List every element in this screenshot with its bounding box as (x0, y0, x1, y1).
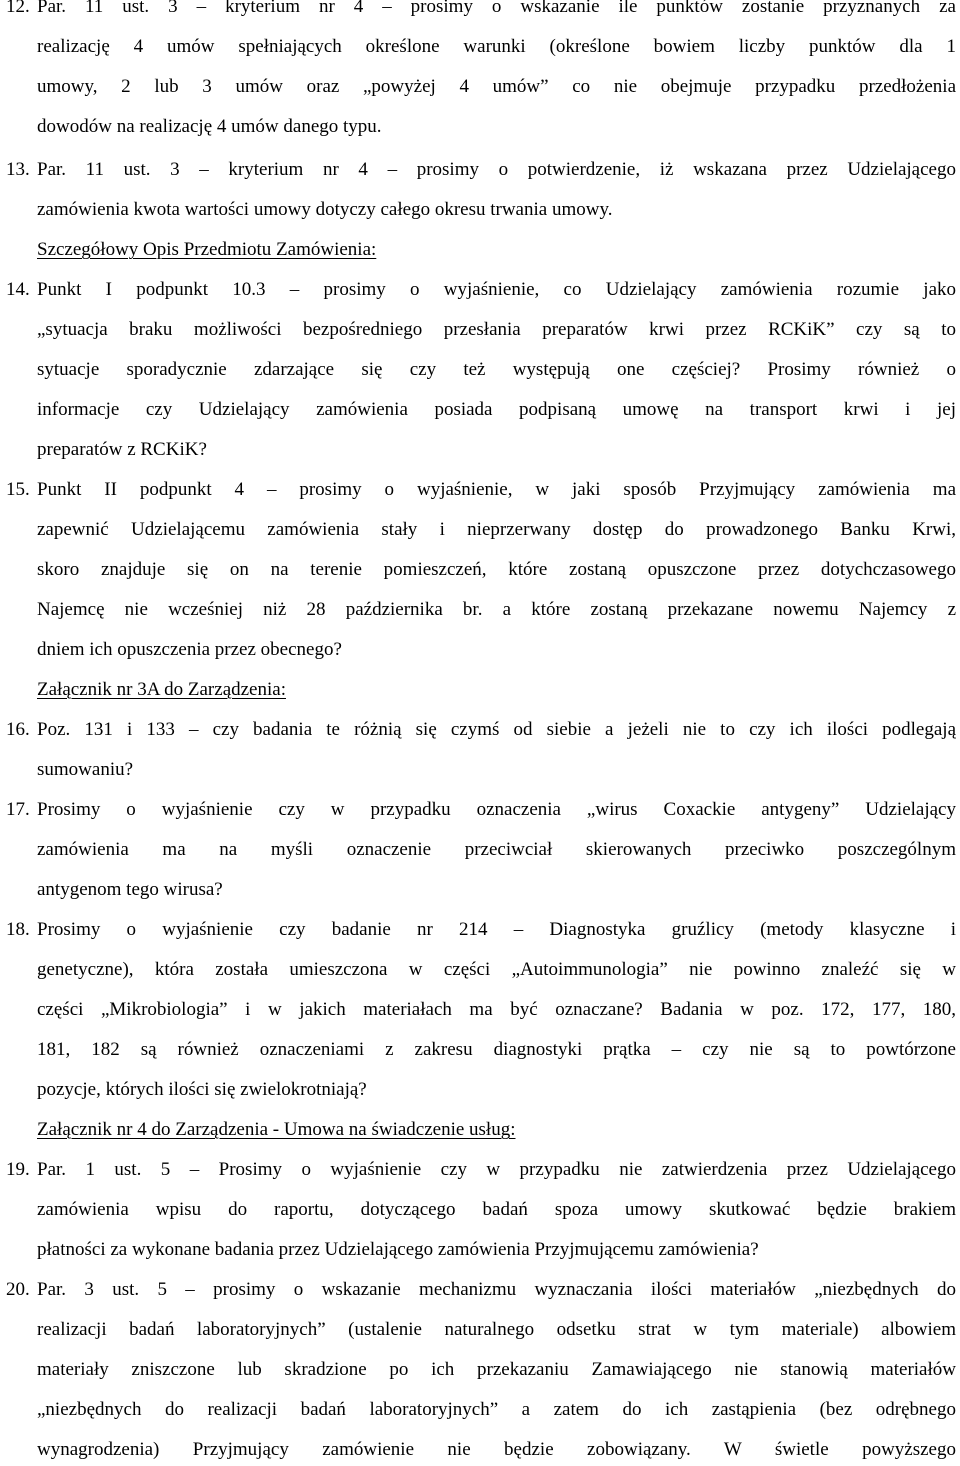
item-17-line-3: antygenom tego wirusa? (37, 879, 223, 900)
item-12-line-3: umowy, 2 lub 3 umów oraz „powyżej 4 umów” co nie obejmuje przypadku przedłożenia (37, 76, 956, 97)
item-12-line-1: Par. 11 ust. 3 – kryterium nr 4 – prosimy o wskazanie ile punktów zostanie przyznanych za (37, 0, 956, 17)
item-14-number: 14. (6, 279, 30, 300)
item-14-line-3: sytuacje sporadycznie zdarzające się czy też występują one częściej? Prosimy również o (37, 359, 956, 380)
item-19-line-3: płatności za wykonane badania przez Udzielającego zamówienia Przyjmującemu zamówienia? (37, 1239, 759, 1260)
item-13-line-2: zamówienia kwota wartości umowy dotyczy całego okresu trwania umowy. (37, 199, 613, 220)
item-18-line-3: części „Mikrobiologia” i w jakich materiałach ma być oznaczane? Badania w poz. 172, 177, 180, (37, 999, 956, 1020)
item-18-line-4: 181, 182 są również oznaczeniami z zakresu diagnostyki prątka – czy nie są to powtórzone (37, 1039, 956, 1060)
section-heading-attachment-3a: Załącznik nr 3A do Zarządzenia: (37, 679, 286, 700)
item-18-line-5: pozycje, których ilości się zwielokrotniają? (37, 1079, 367, 1100)
item-17-line-1: Prosimy o wyjaśnienie czy w przypadku oznaczenia „wirus Coxackie antygeny” Udzielający (37, 799, 956, 820)
item-17-number: 17. (6, 799, 30, 820)
item-20-line-1: Par. 3 ust. 5 – prosimy o wskazanie mechanizmu wyznaczania ilości materiałów „niezbędnych do (37, 1279, 956, 1300)
item-13-line-1: Par. 11 ust. 3 – kryterium nr 4 – prosimy o potwierdzenie, iż wskazana przez Udzielającego (37, 159, 956, 180)
item-15-line-2: zapewnić Udzielającemu zamówienia stały i nieprzerwany dostęp do prowadzonego Banku Krwi, (37, 519, 956, 540)
item-18-line-1: Prosimy o wyjaśnienie czy badanie nr 214 – Diagnostyka gruźlicy (metody klasyczne i (37, 919, 956, 940)
item-20-line-4: „niezbędnych do realizacji badań laboratoryjnych” a zatem do ich zastąpienia (bez odrębnego (37, 1399, 956, 1420)
item-15-line-5: dniem ich opuszczenia przez obecnego? (37, 639, 342, 660)
section-heading-sopz: Szczegółowy Opis Przedmiotu Zamówienia: (37, 239, 377, 260)
section-heading-attachment-4: Załącznik nr 4 do Zarządzenia - Umowa na świadczenie usług: (37, 1119, 516, 1140)
item-20-number: 20. (6, 1279, 30, 1300)
item-17-line-2: zamówienia ma na myśli oznaczenie przeciwciał skierowanych przeciwko poszczególnym (37, 839, 956, 860)
item-12-number: 12. (6, 0, 30, 17)
item-20-line-2: realizacji badań laboratoryjnych” (ustalenie naturalnego odsetku strat w tym materiale) albowiem (37, 1319, 956, 1340)
item-14-line-4: informacje czy Udzielający zamówienia posiada podpisaną umowę na transport krwi i jej (37, 399, 956, 420)
item-15-number: 15. (6, 479, 30, 500)
item-12-line-4: dowodów na realizację 4 umów danego typu. (37, 116, 382, 137)
item-20-line-5: wynagrodzenia) Przyjmujący zamówienie nie będzie zobowiązany. W świetle powyższego (37, 1439, 956, 1460)
item-15-line-1: Punkt II podpunkt 4 – prosimy o wyjaśnienie, w jaki sposób Przyjmujący zamówienia ma (37, 479, 956, 500)
item-14-line-2: „sytuacja braku możliwości bezpośredniego przesłania preparatów krwi przez RCKiK” czy są to (37, 319, 956, 340)
item-19-line-2: zamówienia wpisu do raportu, dotyczącego badań spoza umowy skutkować będzie brakiem (37, 1199, 956, 1220)
item-20-line-3: materiały zniszczone lub skradzione po ich przekazaniu Zamawiającego nie stanowią materiałów (37, 1359, 956, 1380)
item-12-line-2: realizację 4 umów spełniających określone warunki (określone bowiem liczby punktów dla 1 (37, 36, 956, 57)
item-16-line-2: sumowaniu? (37, 759, 134, 780)
item-19-number: 19. (6, 1159, 30, 1180)
item-14-line-5: preparatów z RCKiK? (37, 439, 207, 460)
item-13-number: 13. (6, 159, 30, 180)
item-15-line-4: Najemcę nie wcześniej niż 28 października br. a które zostaną przekazane nowemu Najemcy z (37, 599, 956, 620)
item-15-line-3: skoro znajduje się on na terenie pomieszczeń, które zostaną opuszczone przez dotychczasowego (37, 559, 956, 580)
item-14-line-1: Punkt I podpunkt 10.3 – prosimy o wyjaśnienie, co Udzielający zamówienia rozumie jako (37, 279, 956, 300)
item-16-line-1: Poz. 131 i 133 – czy badania te różnią się czymś od siebie a jeżeli nie to czy ich ilości podlegają (37, 719, 956, 740)
item-18-number: 18. (6, 919, 30, 940)
item-16-number: 16. (6, 719, 30, 740)
item-18-line-2: genetyczne), która została umieszczona w części „Autoimmunologia” nie powinno znaleźć się w (37, 959, 956, 980)
item-19-line-1: Par. 1 ust. 5 – Prosimy o wyjaśnienie czy w przypadku nie zatwierdzenia przez Udzielającego (37, 1159, 956, 1180)
